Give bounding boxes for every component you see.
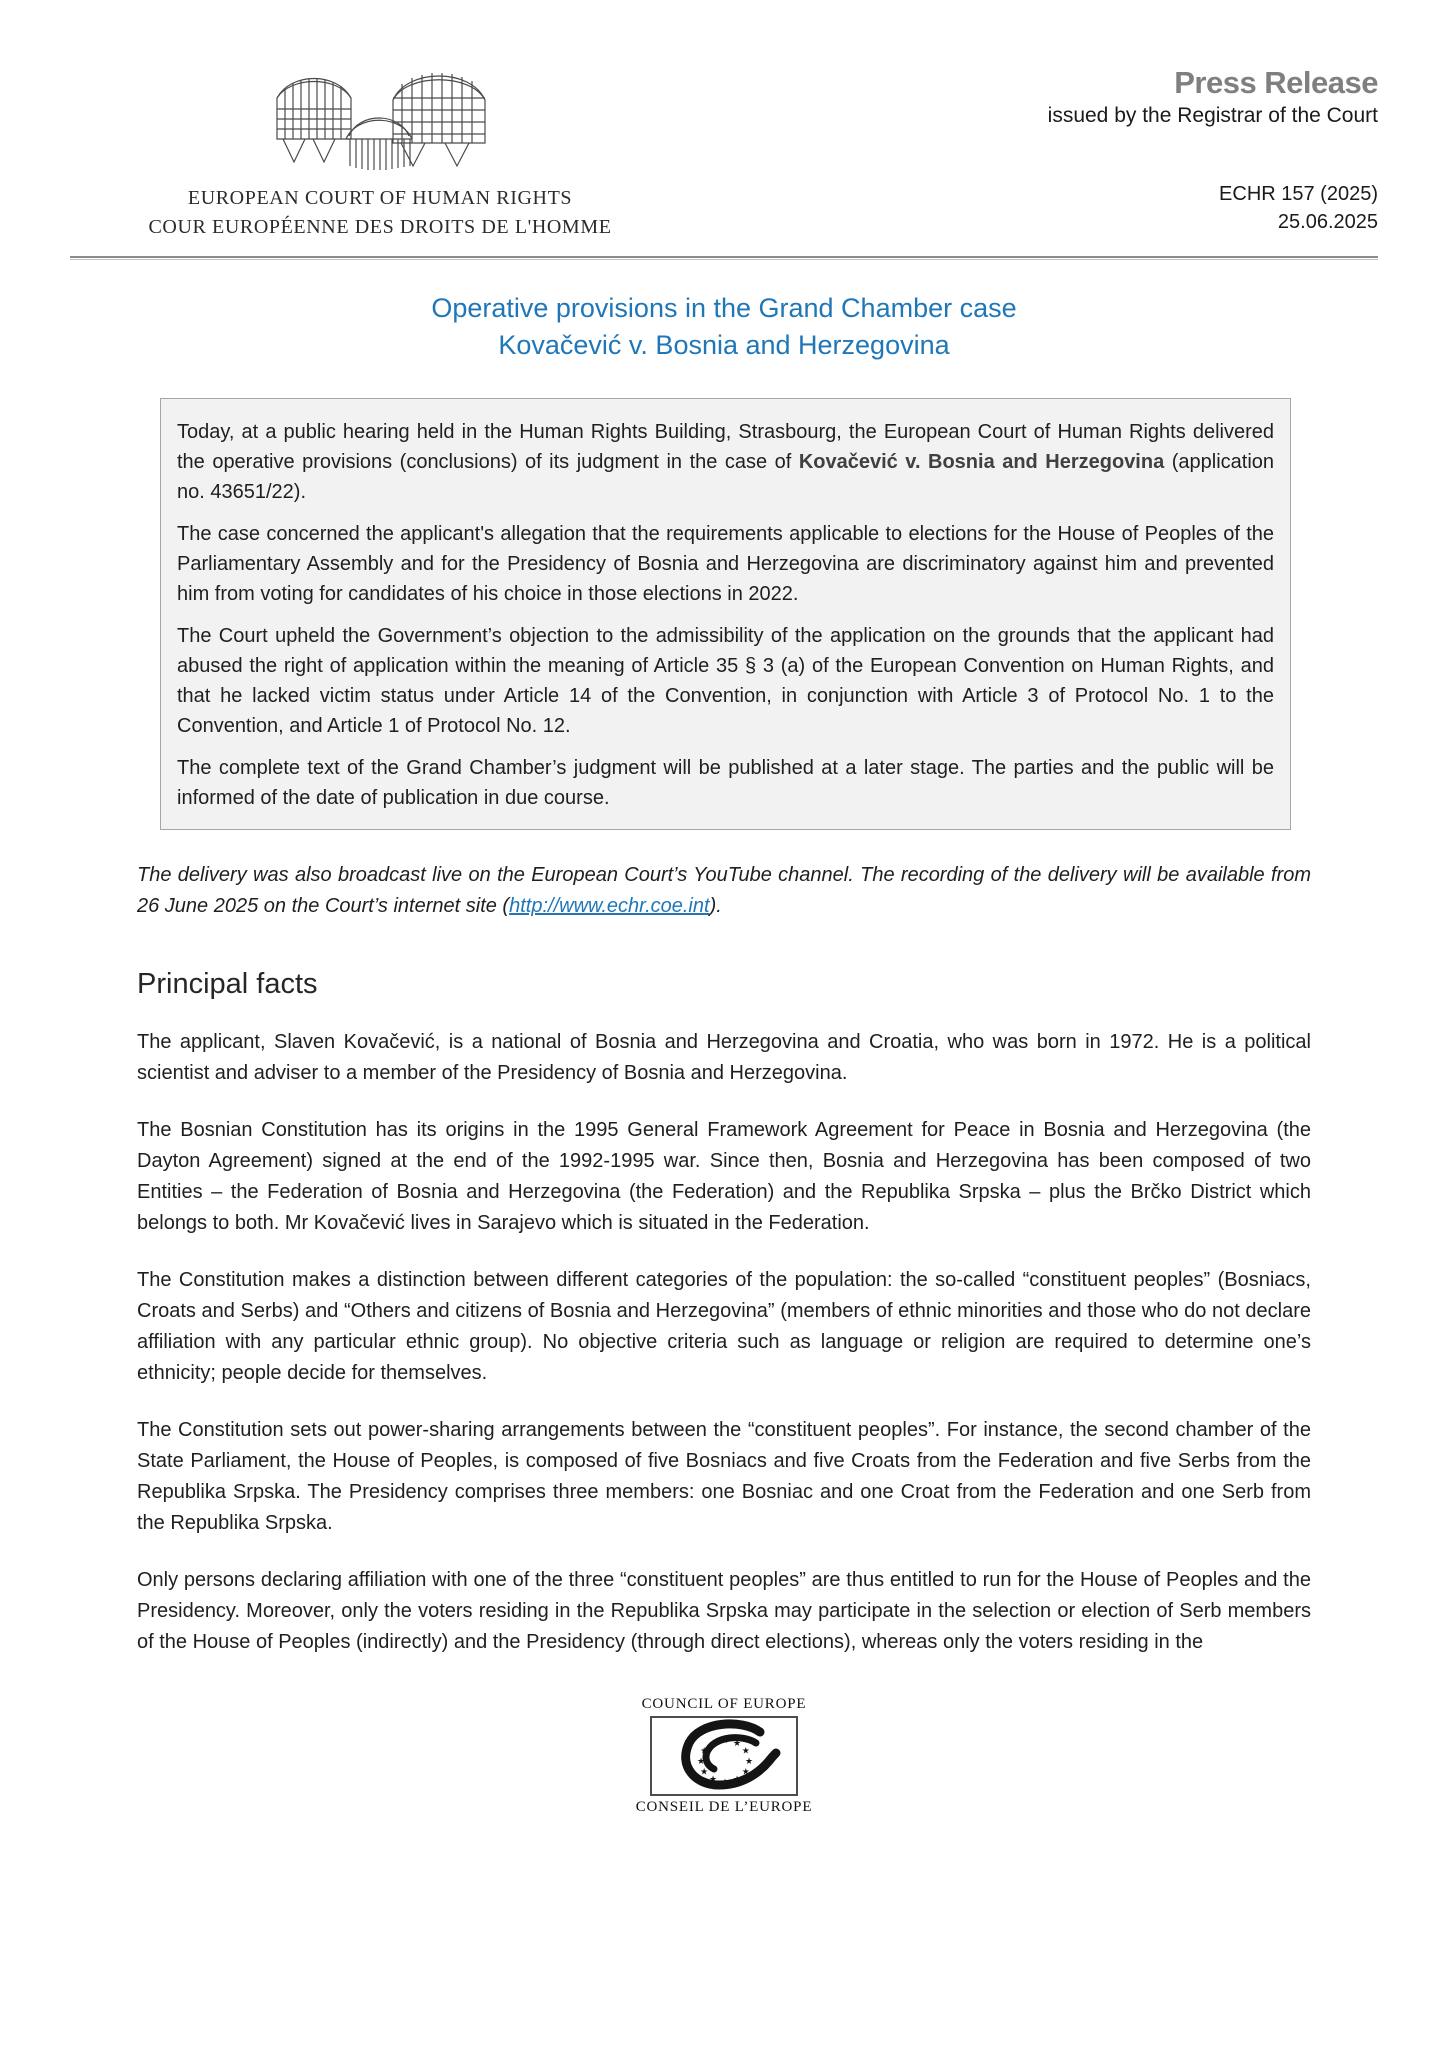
summary-paragraph-4: The complete text of the Grand Chamber’s judgment will be published at a later stage. The parties and the public will be informed of the date of publication in due course. [177,757,1274,809]
broadcast-note [137,860,1311,922]
org-name-english: EUROPEAN COURT OF HUMAN RIGHTS [187,187,573,209]
press-release-meta [1048,40,1378,242]
summary-paragraph-2: The case concerned the applicant's allegation that the requirements applicable to elections for the House of Peoples of the Parliamentary Assembly and for the Presidency of Bosnia and Herzegovina are discriminatory against him and prevented him from voting for candidates of his choice in those elections in 2022. [177,523,1274,605]
svg-text:★: ★ [708,1738,718,1749]
judgment-summary-box [160,398,1291,830]
council-of-europe-caption-fr: CONSEIL DE L’EUROPE [635,1799,813,1815]
svg-text:★: ★ [744,1757,754,1767]
summary-paragraph-3: The Court upheld the Government’s objection to the admissibility of the application on the grounds that the applicant had abused the right of application within the meaning of Article 35 § 3 (a) of the European Convention on Human Rights, and that he lacked victim status under Article 14 of the Convention, in conjunction with Article 3 of Protocol No. 1 to the Convention, and Article 1 of Protocol No. 12. [177,625,1274,737]
fact-paragraph-4: The Constitution sets out power-sharing arrangements between the “constituent peoples”. For instance, the second chamber of the State Parliament, the House of Peoples, is composed of five Bosniacs and five Croats from the Federation and five Serbs from the Republika Srpska. The Presidency comprises three members: one Bosniac and one Croat from the Federation and one Serb from the Republika Srpska. [137,1419,1311,1534]
broadcast-note-closing: ). [709,895,722,917]
org-name-french: COUR EUROPÉENNE DES DROITS DE L'HOMME [148,216,612,238]
fact-paragraph-2: The Bosnian Constitution has its origins in the 1995 General Framework Agreement for Peace in Bosnia and Herzegovina (the Dayton Agreement) signed at the end of the 1992-1995 war. Since then, Bosnia and Herzegovina has been composed of two Entities – the Federation of Bosnia and Herzegovina (the Federation) and the Republika Srpska – plus the Brčko District which belongs to both. Mr Kovačević lives in Sarajevo which is situated in the Federation. [137,1119,1311,1234]
case-name-bold: Kovačević v. Bosnia and Herzegovina [798,451,1165,473]
fact-paragraph-3: The Constitution makes a distinction between different categories of the population: the so-called “constituent peoples” (Bosniacs, Croats and Serbs) and “Others and citizens of Bosnia and Herzegovina” (members of ethnic minorities and those who do not declare affiliation with any particular ethnic group). No objective criteria such as language or religion are required to determine one’s ethnicity; people decide for themselves. [137,1269,1311,1384]
svg-text:★: ★ [708,1775,718,1786]
document-reference: ECHR 157 (2025) [1219,183,1378,205]
svg-text:★: ★ [741,1746,750,1757]
page-title [0,290,1448,364]
svg-text:★: ★ [732,1775,742,1786]
document-date: 25.06.2025 [1277,211,1378,233]
svg-text:★: ★ [696,1757,706,1767]
fact-paragraph-1: The applicant, Slaven Kovačević, is a national of Bosnia and Herzegovina and Croatia, who was born in 1972. He is a political scientist and adviser to a member of the Presidency of Bosnia and Herzegovina. [137,1031,1311,1084]
svg-text:★: ★ [741,1767,750,1778]
svg-text:★: ★ [720,1736,730,1746]
application-number-text: (application no. 43651/22). [177,451,1275,503]
fact-paragraph-5: Only persons declaring affiliation with one of the three “constituent peoples” are thus entitled to run for the House of Peoples and the Presidency. Moreover, only the voters residing in the Republika Srpska may participate in the selection or election of Serb members of the House of Peoples (indirectly) and the Presidency (through direct elections), whereas only the voters residing in the [137,1569,1311,1653]
svg-text:★: ★ [720,1778,730,1788]
issued-by-text: issued by the Registrar of the Court [1047,104,1378,127]
summary-p1-text: Today, at a public hearing held in the Human Rights Building, Strasbourg, the European Court of Human Rights delivered the operative provisions (conclusions) of its judgment in the case of [177,421,1274,473]
summary-paragraph-1 [177,417,1274,507]
svg-text:★: ★ [700,1746,709,1757]
press-release-label: Press Release [1174,65,1378,100]
title-line-1: Operative provisions in the Grand Chamber case [431,293,1017,323]
council-of-europe-caption-en: COUNCIL OF EUROPE [641,1696,807,1712]
broadcast-note-text: The delivery was also broadcast live on the European Court’s YouTube channel. The recording of the delivery will be available from 26 June 2025 on the Court’s internet site ( [137,864,1311,917]
header-divider [70,256,1378,260]
court-identity-block [70,40,690,242]
svg-text:★: ★ [700,1767,709,1778]
principal-facts-heading: Principal facts [137,968,318,1000]
document-footer [0,1696,1448,1816]
title-line-2: Kovačević v. Bosnia and Herzegovina [498,330,950,360]
svg-text:★: ★ [732,1738,742,1749]
echr-website-link[interactable]: http://www.echr.coe.int [509,895,710,917]
coe-e-swirl-icon [654,1719,794,1793]
council-of-europe-logo [650,1716,798,1796]
echr-building-logo [255,48,505,180]
document-header [0,0,1448,242]
